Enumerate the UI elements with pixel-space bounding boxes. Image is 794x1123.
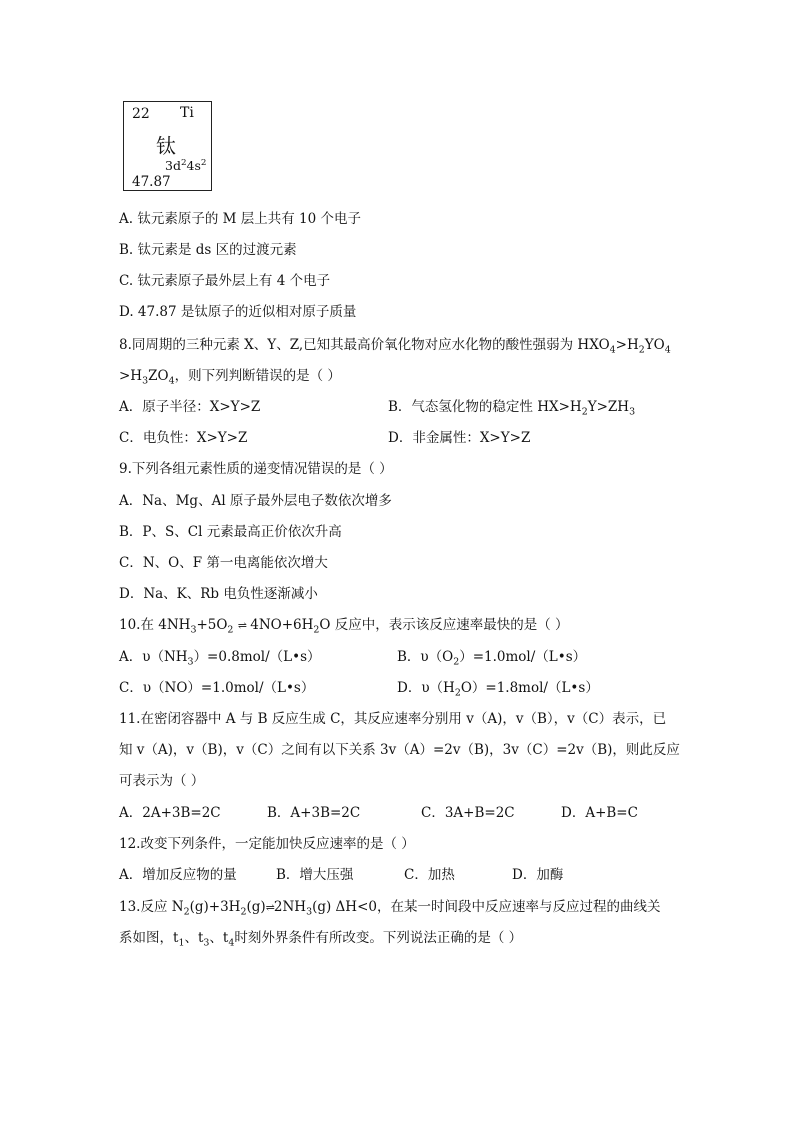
- q10-option-b: B．$\upsilon(O_2)=1.0mol/(L•s)$: [397, 649, 587, 668]
- q11-stem-line3: 可表示为（ ）: [119, 773, 205, 789]
- q7-option-a: A. 钛元素原子的 M 层上共有 10 个电子: [119, 211, 361, 227]
- q7-option-b: B. 钛元素是 ds 区的过渡元素: [119, 242, 297, 258]
- q7-option-d: D. 47.87 是钛原子的近似相对原子质量: [119, 304, 357, 320]
- q11-option-d: D．A+B=C: [561, 805, 638, 821]
- q10-stem: 10.在 $4NH_3+5O_2$ ⇌ $4NO+6H_2O$ 反应中，表示该反应速率最快的是（ ）: [119, 617, 569, 636]
- q11-option-b: B．A+3B=2C: [267, 805, 361, 821]
- q12-stem: 12.改变下列条件，一定能加快反应速率的是（ ）: [119, 836, 415, 852]
- atomic-mass: 47.87: [132, 174, 171, 190]
- q7-option-c: C. 钛元素原子最外层上有 4 个电子: [119, 273, 331, 289]
- q9-option-a: A．Na、Mg、Al 原子最外层电子数依次增多: [119, 493, 392, 509]
- q11-option-c: C．3A+B=2C: [421, 805, 515, 821]
- q13-stem-line1: 13.反应 $N_2(g)+3H_2(g)\rightleftharpoons 2NH_3(g)$ ΔH<0，在某一时间段中反应速率与反应过程的曲线关: [119, 899, 661, 918]
- q8-option-a: A．原子半径：X>Y>Z: [119, 399, 261, 415]
- q10-option-c: C．υ（NO）=1.0mol/（L•s）: [119, 680, 315, 696]
- q12-option-a: A．增加反应物的量: [119, 867, 237, 883]
- q11-option-a: A．2A+3B=2C: [119, 805, 221, 821]
- atomic-number: 22: [132, 106, 150, 122]
- q9-option-b: B．P、S、Cl 元素最高正价依次升高: [119, 524, 342, 540]
- q8-option-d: D．非金属性：X>Y>Z: [388, 430, 531, 446]
- titanium-element-card: [123, 101, 212, 191]
- q8-stem-line2: $>H_3ZO_4$，则下列判断错误的是（ ）: [119, 368, 341, 387]
- q8-option-b: B．气态氢化物的稳定性 $HX>H_2Y>ZH_3$: [388, 399, 636, 418]
- q9-option-c: C．N、O、F 第一电离能依次增大: [119, 555, 328, 571]
- q12-option-b: B．增大压强: [276, 867, 354, 883]
- q8-stem-line1: 8.同周期的三种元素 X、Y、Z,已知其最高价氧化物对应水化物的酸性强弱为 $HXO_4>H_2YO_4$: [119, 337, 671, 356]
- equilibrium-arrow: ⇌: [265, 901, 274, 914]
- q9-option-d: D．Na、K、Rb 电负性逐渐减小: [119, 586, 318, 602]
- q13-stem-line2: 系如图，$t_1$、$t_3$、$t_4$时刻外界条件有所改变。下列说法正确的是（ ）: [119, 930, 523, 949]
- q10-option-a: A．$\upsilon(NH_3)=0.8mol/(L•s)$: [119, 649, 321, 668]
- q12-option-c: C．加热: [404, 867, 455, 883]
- q11-stem-line1: 11.在密闭容器中 A 与 B 反应生成 C，其反应速率分别用 v（A)，v（B），v（C）表示，已: [119, 711, 667, 727]
- q12-option-d: D．加酶: [512, 867, 564, 883]
- element-symbol: Ti: [180, 105, 194, 121]
- q11-stem-line2: 知 v（A)，v（B)，v（C）之间有以下关系 3v（A）=2v（B)，3v（C）=2v（B)，则此反应: [119, 742, 680, 758]
- q8-option-c: C．电负性：X>Y>Z: [119, 430, 248, 446]
- element-name: 钛: [156, 134, 176, 158]
- equilibrium-arrow: ⇌: [237, 619, 246, 632]
- electron-configuration: $3d^24s^2$: [165, 157, 207, 173]
- q9-stem: 9.下列各组元素性质的递变情况错误的是（ ）: [119, 461, 393, 477]
- q10-option-d: D．$\upsilon(H_2O)=1.8mol/(L•s)$: [397, 680, 599, 699]
